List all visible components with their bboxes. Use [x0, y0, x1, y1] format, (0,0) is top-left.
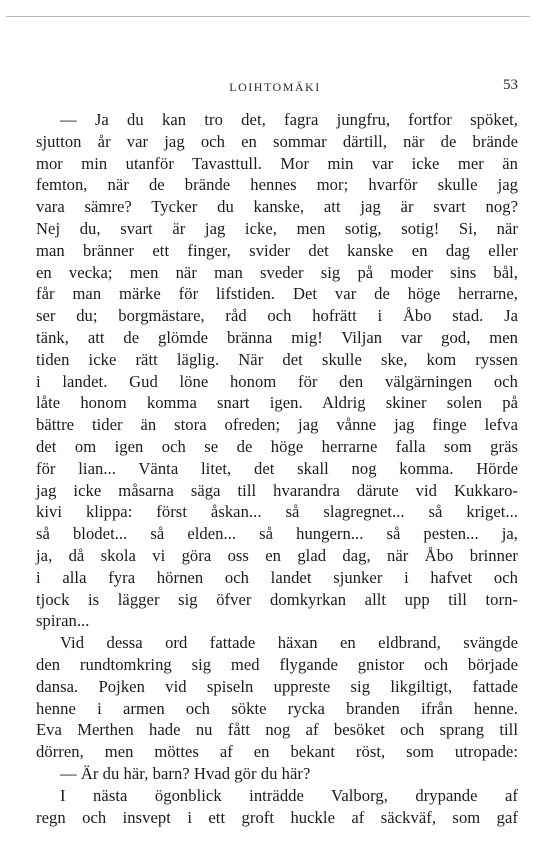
- text-line: låte honom komma snart igen. Aldrig skiner solen på: [36, 393, 518, 413]
- text-line: — Ja du kan tro det, fagra jungfru, fortfor spöket,: [60, 110, 518, 129]
- text-line: den rundtomkring sig med flygande gnistor och började: [36, 654, 518, 674]
- text-line: tiden icke rätt läglig. När det skulle ske, kom ryssen: [36, 349, 518, 369]
- text-line: kivi klippa: först åskan... så slagregnet... så kriget...: [36, 502, 518, 522]
- text-line: man bränner ett finger, svider det kanske en dag eller: [36, 240, 518, 260]
- text-line: sjutton år var jag och en sommar därtill, när de brände: [36, 131, 518, 151]
- text-line: dörren, men möttes af en bekant röst, som utropade:: [36, 742, 518, 762]
- text-line: Nej du, svart är jag icke, men sotig, sotig! Si, när: [36, 218, 518, 238]
- text-line: tjock is lägger sig öfver domkyrkan allt upp till torn-: [36, 589, 518, 609]
- running-title: LOIHTOMÄKI: [229, 80, 321, 94]
- top-rule: [6, 16, 530, 17]
- text-line: henne i armen och sökte rycka branden ifrån henne.: [36, 698, 518, 718]
- text-line: jag icke måsarna säga till hvarandra därute vid Kukkaro-: [36, 480, 518, 500]
- text-line: för lian... Vänta litet, det skall nog komma. Hörde: [36, 458, 518, 478]
- text-line: femton, när de brände hennes mor; hvarför skulle jag: [36, 175, 518, 195]
- text-line: tänk, att de glömde bränna mig! Viljan var god, men: [36, 327, 518, 347]
- page-header: [32, 77, 518, 97]
- text-line: — Är du här, barn? Hvad gör du här?: [60, 763, 311, 783]
- page-number: 53: [503, 77, 518, 93]
- text-line: en vecka; men när man sveder sig på moder sins bål,: [36, 262, 518, 282]
- text-line: ser du; borgmästare, råd och hofrätt i Åbo stad. Ja: [36, 306, 518, 326]
- text-line: I nästa ögonblick inträdde Valborg, drypande af: [60, 785, 518, 805]
- text-line: i alla fyra hörnen och landet sjunker i hafvet och: [36, 567, 518, 587]
- text-line: vara sämre? Tycker du kanske, att jag är svart nog?: [36, 197, 518, 217]
- text-line: dansa. Pojken vid spiseln uppreste sig likgiltigt, fattade: [36, 676, 518, 696]
- text-line: mor min utanför Tavasttull. Mor min var icke mer än: [36, 153, 518, 173]
- text-line: så blodet... så elden... så hungern... så pesten... ja,: [36, 524, 518, 544]
- body-text: [36, 109, 518, 828]
- text-line: spiran...: [36, 611, 90, 631]
- text-line: får man märke för lifstiden. Det var de höge herrarne,: [36, 284, 518, 304]
- text-line: i landet. Gud löne honom för den välgärningen och: [36, 371, 518, 391]
- text-line: regn och insvept i ett groft huckle af säckväf, som gaf: [36, 807, 518, 827]
- text-line: Eva Merthen hade nu fått nog af besöket och sprang till: [36, 720, 518, 740]
- text-line: Vid dessa ord fattade häxan en eldbrand, svängde: [60, 633, 518, 653]
- text-line: bättre tider än stora ofreden; jag vånne jag finge lefva: [36, 415, 518, 435]
- text-line: det om igen och se de höge herrarne falla som gräs: [36, 436, 518, 456]
- text-line: ja, då skola vi göra oss en glad dag, när Åbo brinner: [36, 545, 518, 565]
